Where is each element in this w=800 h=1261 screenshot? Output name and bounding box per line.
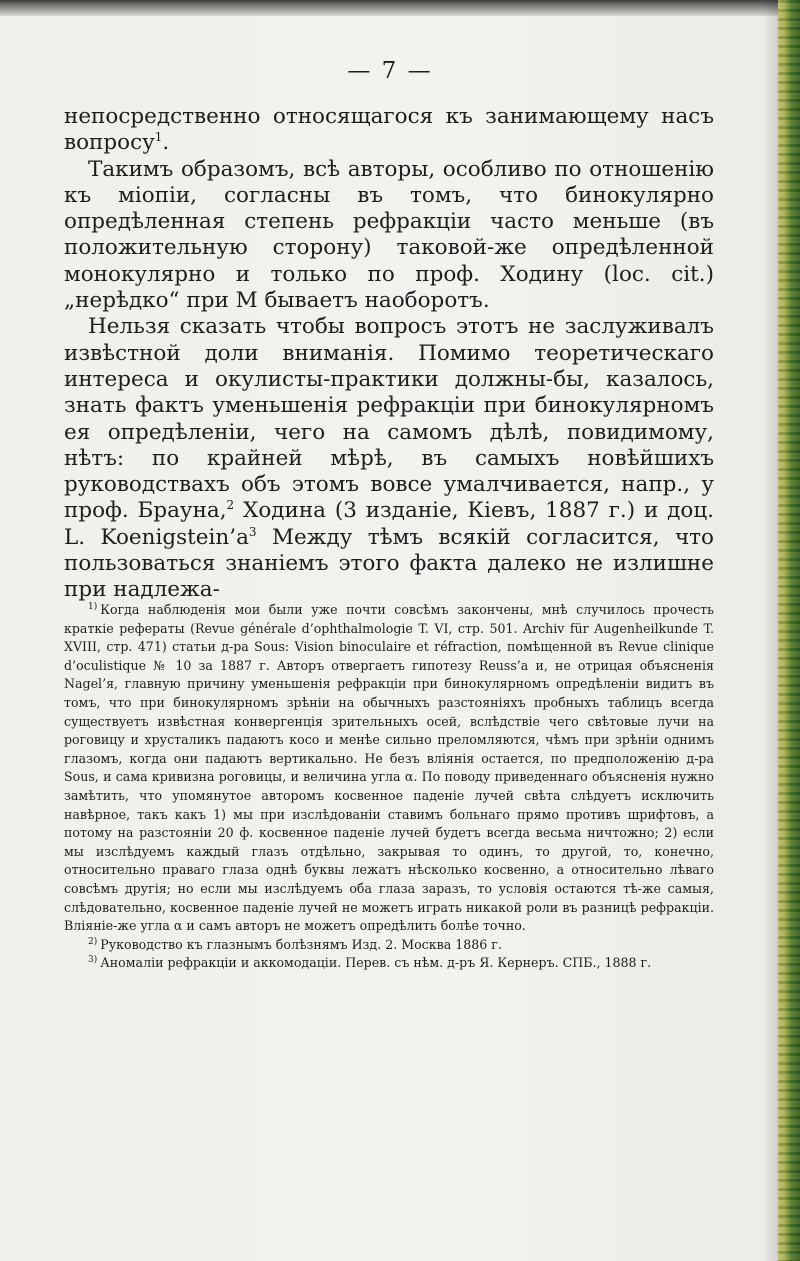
paragraph-3-text-b: Ходина (3 изданіе, Кіевъ, 1887 г.) и доц. L. Koenigstein’a	[64, 498, 714, 550]
footnote-2	[64, 936, 714, 955]
footnote-ref-3: 3	[248, 524, 257, 539]
footnote-2-text: Руководство къ глазнымъ болѣзнямъ Изд. 2. Москва 1886 г.	[100, 936, 502, 952]
binding-shadow	[764, 0, 778, 1261]
page-number: — 7 —	[347, 58, 433, 84]
book-binding-edge	[778, 0, 800, 1261]
footnote-1-text: Когда наблюденія мои были уже почти совсѣмъ закончены, мнѣ случилось прочесть краткіе рефераты (Revue générale d’ophthalmologie T. VI, стр. 501. Archiv für Augenheilkunde T. XVIII, стр. 471) статьи д-ра Sous: Vision binoculaire et réfraction, помѣщенной въ Revue clinique d’oculistique № 10 за 1887 г. Авторъ отвергаетъ гипотезу Reuss’a и, не отрицая объясненія Nagel’я, главную причину уменьшенія рефракціи при бинокулярномъ опредѣленіи видитъ въ томъ, что при бинокулярномъ зрѣніи на обычныхъ разстояніяхъ пробныхъ таблицъ всегда существуетъ извѣстная конвергенція зрительныхъ осей, вслѣдствіе чего свѣтовые лучи на роговицу и хрусталикъ падаютъ косо и менѣе сильно преломляются, чѣмъ при зрѣніи однимъ глазомъ, когда они падаютъ вертикально. Не безъ вліянія остается, по предположенію д-ра Sous, и сама кривизна роговицы, и величина угла α. По поводу приведеннаго объясненія нужно замѣтить, что упомянутое авторомъ косвенное паденіе лучей свѣта слѣдуетъ исключить навѣрное, такъ какъ 1) мы при изслѣдованіи ставимъ больнаго прямо противъ шрифтовъ, а потому на разстояніи 20 ф. косвенное паденіе лучей будетъ всегда весьма ничтожно; 2) если мы изслѣдуемъ каждый глазъ отдѣльно, закрывая то одинъ, то другой, то, конечно, относительно праваго глаза однѣ буквы лежатъ нѣсколько косвенно, а относительно лѣваго совсѣмъ другія; но если мы изслѣдуемъ оба глаза заразъ, то условія остаются тѣ-же самыя, слѣдовательно, косвенное паденіе лучей не можетъ играть никакой роли въ разницѣ рефракціи. Вліяніе-же угла α и самъ авторъ не можетъ опредѣлить болѣе точно.	[64, 602, 714, 934]
paragraph-1-tail: .	[162, 130, 170, 156]
paragraph-1-text: непосредственно относящагося къ занимающему насъ вопросу	[64, 104, 714, 156]
footnote-ref-2: 2	[226, 498, 235, 513]
footnotes	[64, 601, 714, 973]
footnote-1	[64, 601, 714, 936]
paragraph-2: Такимъ образомъ, всѣ авторы, особливо по отношенію къ міопіи, согласны въ томъ, что бинокулярно опредѣленная степень рефракціи часто меньше (въ положительную сторону) таковой-же опредѣленной монокулярно и только по проф. Ходину (loc. cit.) „нерѣдко“ при M бываетъ наоборотъ.	[64, 156, 714, 314]
page-top-edge	[0, 0, 780, 16]
paragraph-3-text-a: Нельзя сказать чтобы вопросъ этотъ не заслуживалъ извѣстной доли вниманія. Помимо теоретическаго интереса и окулисты-практики должны-бы, казалось, знать фактъ уменьшенія рефракціи при бинокулярномъ ея опредѣленіи, чего на самомъ дѣлѣ, повидимому, нѣтъ: по крайней мѣрѣ, въ самыхъ новѣйшихъ руководствахъ объ этомъ вовсе умалчивается, напр., у проф. Брауна,	[64, 314, 714, 524]
paragraph-3-text-c: Между тѣмъ всякій согласится, что пользоваться знаніемъ этого факта далеко не излишне при надлежа-	[64, 524, 714, 603]
paragraph-1	[64, 104, 714, 157]
footnote-3-marker: 3)	[88, 955, 98, 966]
footnote-2-marker: 2)	[88, 936, 98, 947]
paragraph-3	[64, 314, 714, 603]
main-text	[64, 104, 714, 604]
footnote-3-text: Аномаліи рефракціи и аккомодаціи. Перев. съ нѣм. д-ръ Я. Кернеръ. СПБ., 1888 г.	[100, 955, 652, 971]
footnote-ref-1: 1	[154, 130, 163, 145]
footnote-1-marker: 1)	[88, 601, 98, 612]
footnote-3	[64, 954, 714, 973]
